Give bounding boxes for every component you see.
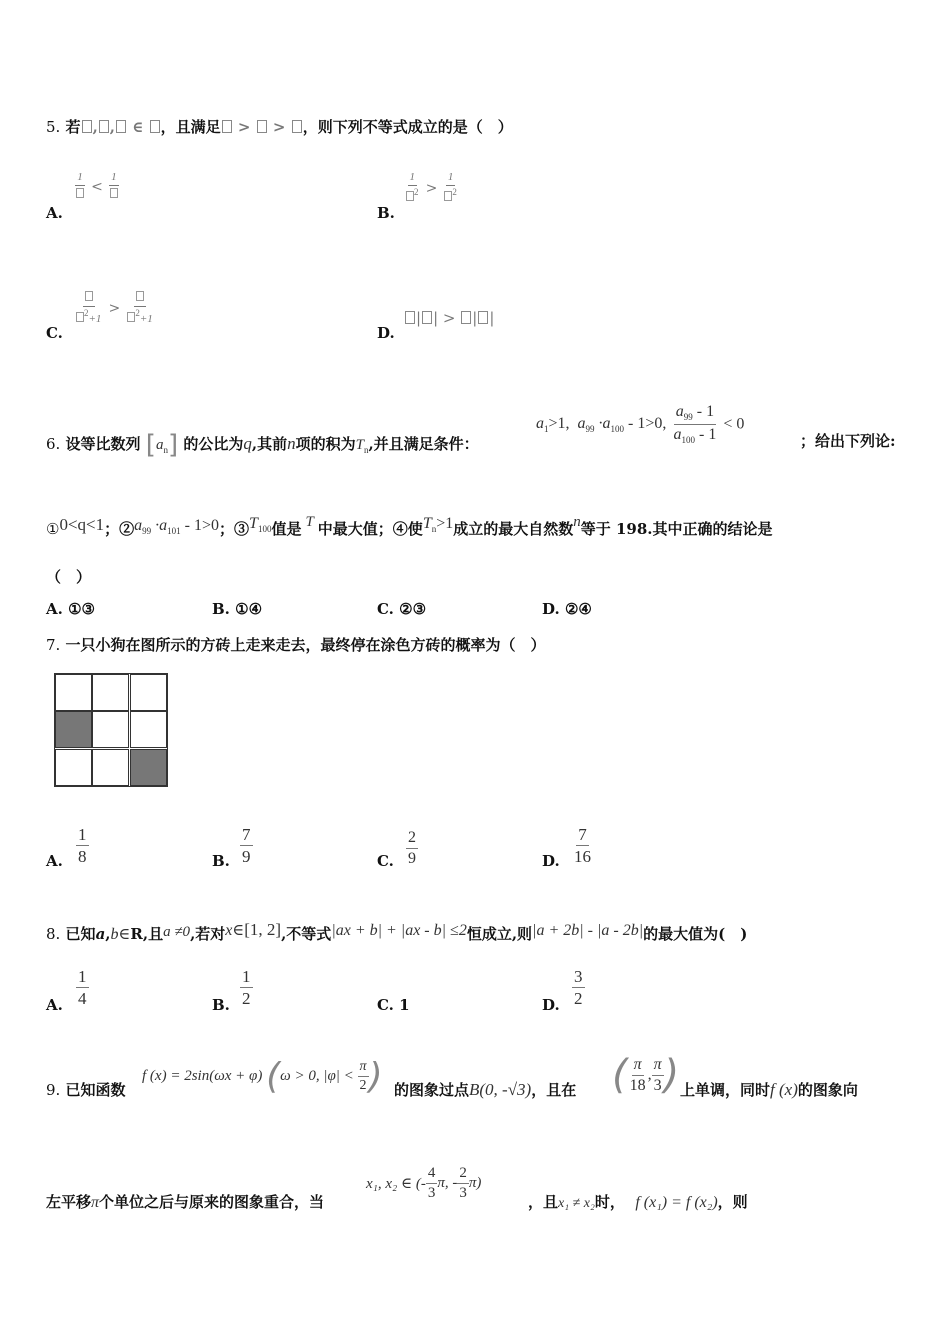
- q7-option-b-frac: $\frac{7}{9}$: [242, 825, 251, 866]
- q7-option-c[interactable]: C.: [377, 852, 394, 870]
- q7-option-a-frac: $\frac{1}{8}$: [78, 825, 87, 866]
- q6-stem-line1-end: ；给出下列论:: [800, 432, 896, 450]
- q5-vars: , , ∈: [81, 118, 161, 136]
- tile: [92, 711, 129, 748]
- q5-option-b[interactable]: B.: [377, 204, 395, 222]
- q6-conditions: $a_1>1$, $a_{99} \cdot a_{100} - 1>0$, $\frac{a_{99} - 1}{a_{100} - 1}$ < 0: [536, 403, 745, 445]
- q5-stem: 5. 若 , , ∈ ，且满足 > > ，则下列不等式成立的是（ ）: [46, 118, 513, 136]
- q9-domain: x₁, x₂ ∈ (- $\frac{4}{3}$ π, - $\frac{2}{3}$ π): [366, 1165, 482, 1201]
- tile: [55, 674, 92, 711]
- q6-option-c[interactable]: C. ②③: [377, 600, 427, 618]
- q8-stem: 8. 已知a,b∈R,且a ≠0,若对x∈[1, 2],不等式|ax + b| + |ax - b| ≤2恒成立,则|a + 2b| - |a - 2b|的最大值为( ): [46, 920, 748, 943]
- q9-stem-line1: 9. 已知函数: [46, 1081, 126, 1099]
- q7-option-c-frac: $\frac{2}{9}$: [408, 829, 416, 867]
- q7-stem: 7. 一只小狗在图所示的方砖上走来走去，最终停在涂色方砖的概率为（ ）: [46, 636, 546, 654]
- tile: [130, 674, 167, 711]
- q7-option-a[interactable]: A.: [46, 852, 63, 870]
- q5-option-c-expr: $^2$+1 > $^2$+1: [74, 291, 155, 325]
- q5-option-a-expr: 1 < 1: [74, 172, 120, 201]
- q9-function: f (x) = 2sin(ωx + φ) (ω > 0, |φ| < $\frac{\pi}{2}$ ): [142, 1056, 383, 1097]
- q8-option-d-frac: $\frac{3}{2}$: [574, 967, 583, 1008]
- q6-option-a[interactable]: A. ①③: [46, 600, 96, 618]
- q5-option-d[interactable]: D.: [377, 324, 395, 342]
- q6-stem-line3: （ ）: [46, 568, 92, 586]
- q5-option-b-expr: $\frac{1}{^2}$ > $\frac{1}{^2}$: [404, 172, 459, 204]
- q5-order: > >: [221, 118, 303, 136]
- q7-option-b[interactable]: B.: [212, 852, 230, 870]
- q6-option-d[interactable]: D. ②④: [542, 600, 592, 618]
- tile: [92, 749, 129, 786]
- tile-shaded: [55, 711, 92, 748]
- q8-option-c[interactable]: C. 1: [377, 996, 410, 1014]
- q6-stem-line2: ①0<q<1；$②a_{99} \cdot a_{101} - 1>0$；$③T_{100}$值是 T 中最大值；④使$T_n>1$成立的最大自然数n等于 198.其中正确的结论是: [46, 514, 773, 538]
- tile: [92, 674, 129, 711]
- q6-option-b[interactable]: B. ①④: [212, 600, 263, 618]
- q5-option-d-expr: | | > | |: [404, 309, 494, 327]
- q9-stem-part3: 上单调，同时f (x)的图象向: [680, 1080, 858, 1099]
- q9-stem-part2: 的图象过点B(0, -√3)，且在: [394, 1080, 577, 1099]
- q5-option-c[interactable]: C.: [46, 324, 63, 342]
- q7-option-d[interactable]: D.: [542, 852, 560, 870]
- tile-shaded: [130, 749, 167, 786]
- q9-stem-line2-part2: ，且x₁ ≠ x₂时， f (x₁) = f (x₂)，则: [528, 1193, 748, 1211]
- q9-interval: ( $\frac{\pi}{18}$ , $\frac{\pi}{3}$ ): [612, 1052, 680, 1098]
- q8-option-d[interactable]: D.: [542, 996, 560, 1014]
- tile-grid-figure: [54, 673, 168, 787]
- q8-option-b[interactable]: B.: [212, 996, 230, 1014]
- q7-option-d-frac: $\frac{7}{16}$: [574, 825, 591, 866]
- q6-stem-line1: 6. 设等比数列 $[a_n]$ 的公比为q,其前n项的积为$T_n$,并且满足条件：: [46, 430, 479, 460]
- q5-option-a[interactable]: A.: [46, 204, 63, 222]
- q8-option-a[interactable]: A.: [46, 996, 63, 1014]
- q9-stem-line2: 左平移π个单位之后与原来的图象重合，当: [46, 1193, 325, 1211]
- q8-option-a-frac: $\frac{1}{4}$: [78, 967, 87, 1008]
- q8-option-b-frac: $\frac{1}{2}$: [242, 967, 251, 1008]
- tile: [130, 711, 167, 748]
- tile: [55, 749, 92, 786]
